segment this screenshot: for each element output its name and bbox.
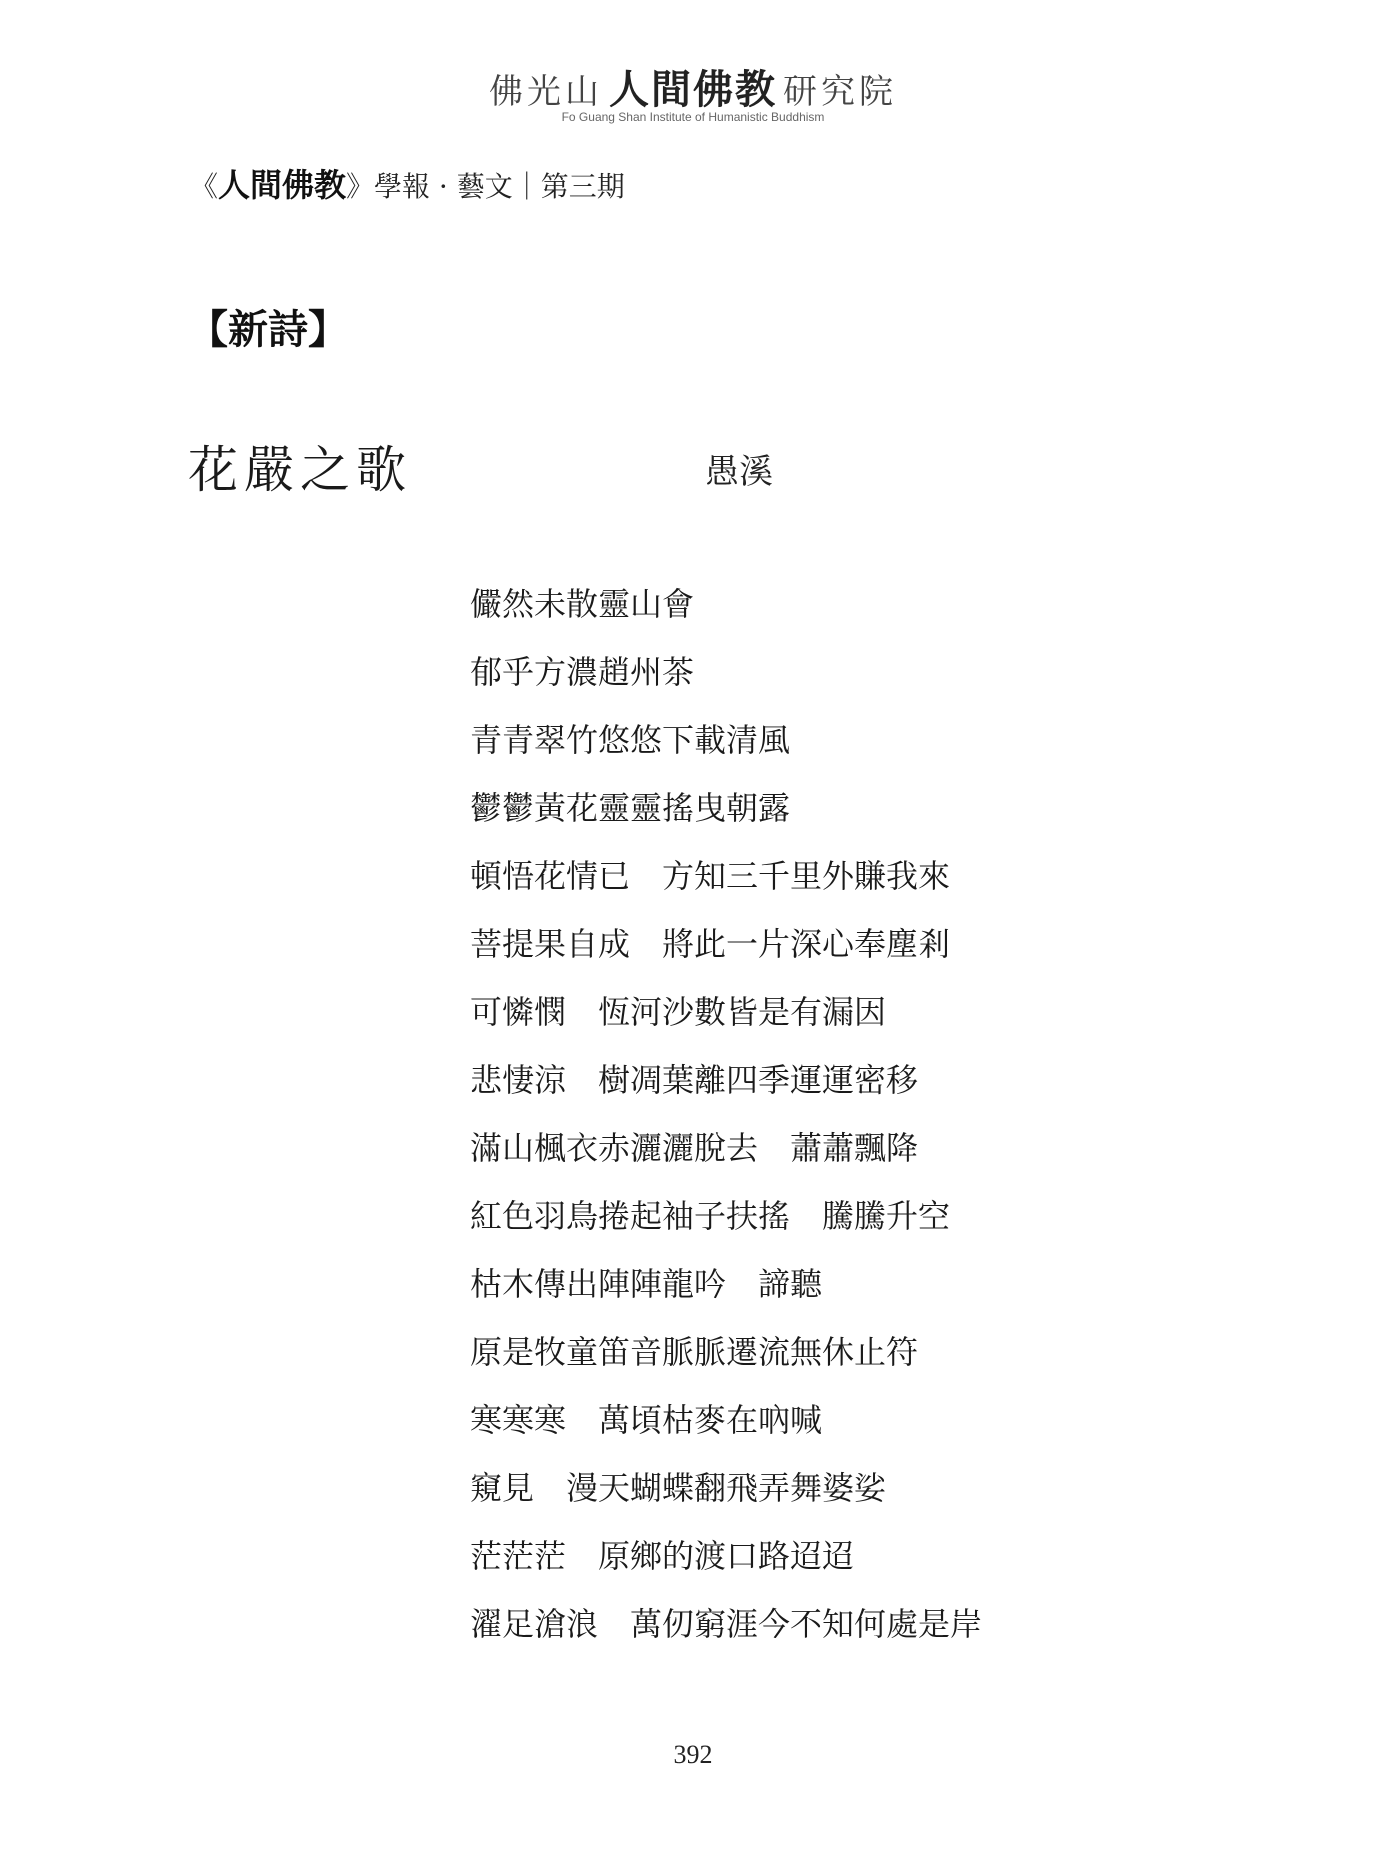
poem-line: 頓悟花情已 方知三千里外賺我來 bbox=[470, 857, 951, 895]
poem-line: 寒寒寒 萬頃枯麥在吶喊 bbox=[470, 1401, 823, 1439]
journal-brand-calligraphy: 人間佛教 bbox=[218, 166, 347, 204]
page-number: 392 bbox=[673, 1740, 713, 1769]
institute-name-right: 研究院 bbox=[783, 72, 897, 112]
poem-line: 窺見 漫天蝴蝶翻飛弄舞婆娑 bbox=[470, 1469, 887, 1507]
poem-line: 可憐憫 恆河沙數皆是有漏因 bbox=[470, 993, 887, 1031]
poem-title: 花嚴之歌 bbox=[188, 441, 412, 499]
journal-running-head bbox=[190, 160, 625, 206]
institute-brand-calligraphy: 人間佛教 bbox=[609, 67, 777, 113]
poem-line: 菩提果自成 將此一片深心奉塵剎 bbox=[470, 925, 951, 963]
institute-logo bbox=[0, 58, 1386, 115]
poem-line: 茫茫茫 原鄉的渡口路迢迢 bbox=[470, 1537, 855, 1575]
poem-body bbox=[470, 570, 982, 1658]
poem-line: 郁乎方濃趙州茶 bbox=[470, 653, 695, 691]
poem-line: 枯木傳出陣陣龍吟 諦聽 bbox=[470, 1265, 823, 1303]
poem-line: 濯足滄浪 萬仞窮涯今不知何處是岸 bbox=[470, 1605, 983, 1643]
poem-line: 紅色羽鳥捲起袖子扶搖 騰騰升空 bbox=[470, 1197, 951, 1235]
institute-name-left: 佛光山 bbox=[489, 72, 603, 112]
poem-line: 悲悽涼 樹凋葉離四季運運密移 bbox=[470, 1061, 919, 1099]
journal-open-bracket: 《 bbox=[190, 170, 219, 203]
institute-english-name: Fo Guang Shan Institute of Humanistic Buddhism bbox=[561, 110, 825, 124]
poem-line: 青青翠竹悠悠下載清風 bbox=[470, 721, 791, 759]
poem-line: 原是牧童笛音脈脈遷流無休止符 bbox=[470, 1333, 919, 1371]
section-label: 【新詩】 bbox=[188, 306, 348, 353]
poem-line: 鬱鬱黃花靈靈搖曳朝露 bbox=[470, 789, 791, 827]
journal-issue-text: 》學報 · 藝文｜第三期 bbox=[346, 170, 625, 203]
poem-author: 愚溪 bbox=[705, 452, 773, 492]
poem-line: 儼然未散靈山會 bbox=[470, 585, 695, 623]
poem-line: 滿山楓衣赤灑灑脫去 蕭蕭飄降 bbox=[470, 1129, 919, 1167]
